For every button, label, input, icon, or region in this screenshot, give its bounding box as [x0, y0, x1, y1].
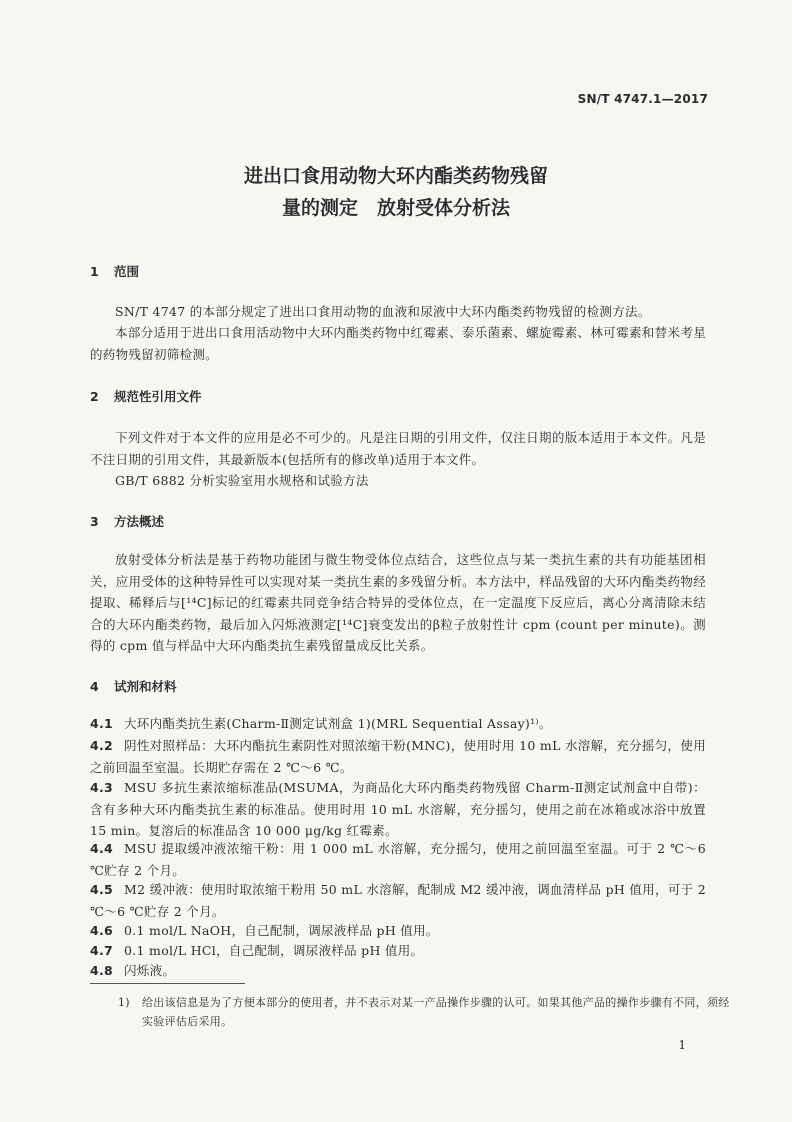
item-4-2: [90, 735, 706, 778]
item-4-8: [90, 960, 706, 982]
section-1-paragraph-1: SN/T 4747 的本部分规定了进出口食用动物的血液和尿液中大环内酯类药物残留的检测方法。: [115, 304, 651, 319]
item-number: 4.6: [90, 923, 114, 938]
item-text: MSU 多抗生素浓缩标准品(MSUMA，为商品化大环内酯类药物残留 Charm-Ⅱ测定试剂盒中自带)：含有多种大环内酯类抗生素的标准品。使用时用 10 mL 水溶解，充分摇匀，使用之前在冰箱或冰浴中放置 15 min。复溶后的标准品含 10 000 μg/kg 红霉素。: [90, 780, 706, 838]
item-text: 0.1 mol/L NaOH，自己配制，调尿液样品 pH 值用。: [124, 923, 439, 938]
item-text: M2 缓冲液：使用时取浓缩干粉用 50 mL 水溶解，配制成 M2 缓冲液，调血清样品 pH 值用，可于 2 ℃～6 ℃贮存 2 个月。: [90, 882, 706, 919]
item-number: 4.8: [90, 963, 114, 978]
item-4-4: [90, 838, 706, 881]
section-1-paragraph-2: 本部分适用于进出口食用活动物中大环内酯类药物中红霉素、泰乐菌素、螺旋霉素、林可霉素和替米考星的药物残留初筛检测。: [90, 325, 706, 362]
section-title: 方法概述: [114, 514, 165, 529]
item-number: 4.4: [90, 841, 114, 856]
document-title: [0, 160, 792, 224]
item-4-1: [90, 713, 706, 735]
item-4-3: [90, 777, 706, 842]
footnote: [118, 993, 730, 1031]
item-number: 4.2: [90, 738, 114, 753]
section-3-heading: [90, 512, 164, 530]
item-number: 4.5: [90, 882, 114, 897]
section-title: 试剂和材料: [114, 679, 177, 694]
section-number: 1: [90, 264, 99, 279]
item-text: 0.1 mol/L HCl，自己配制，调尿液样品 pH 值用。: [124, 943, 424, 958]
section-number: 3: [90, 514, 99, 529]
section-2-paragraph-1: 下列文件对于本文件的应用是必不可少的。凡是注日期的引用文件，仅注日期的版本适用于本文件。凡是不注日期的引用文件，其最新版本(包括所有的修改单)适用于本文件。: [90, 430, 706, 467]
section-1-heading: [90, 262, 139, 280]
item-4-5: [90, 879, 706, 922]
item-number: 4.3: [90, 780, 114, 795]
section-2-heading: [90, 387, 202, 405]
section-3-paragraph-1: 放射受体分析法是基于药物功能团与微生物受体位点结合，这些位点与某一类抗生素的共有功能基团相关，应用受体的这种特异性可以实现对某一类抗生素的多残留分析。本方法中，样品残留的大环内酯类药物经提取、稀释后与[¹⁴C]标记的红霉素共同竞争结合特异的受体位点，在一定温度下反应后，离心分离清除未结合的大环内酯类药物，最后加入闪烁液测定[¹⁴C]衰变发出的β粒子放射性计 cpm (count per minute)。测得的 cpm 值与样品中大环内酯类抗生素残留量成反比关系。: [90, 552, 706, 653]
item-number: 4.7: [90, 943, 114, 958]
item-number: 4.1: [90, 716, 114, 731]
section-title: 范围: [114, 264, 140, 279]
section-number: 2: [90, 389, 99, 404]
standard-code: SN/T 4747.1—2017: [577, 92, 708, 106]
section-4-heading: [90, 677, 177, 695]
title-line-1: 进出口食用动物大环内酯类药物残留: [243, 165, 548, 187]
footnote-text: 给出该信息是为了方便本部分的使用者，并不表示对某一产品操作步骤的认可。如果其他产品的操作步骤有不同，须经实验评估后采用。: [142, 996, 730, 1028]
page-number: 1: [678, 1038, 686, 1052]
section-title: 规范性引用文件: [114, 389, 202, 404]
footnote-divider: [90, 983, 245, 984]
item-text: 大环内酯类抗生素(Charm-Ⅱ测定试剂盒 1)(MRL Sequential Assay)¹⁾。: [124, 716, 552, 731]
section-2-reference: GB/T 6882 分析实验室用水规格和试验方法: [115, 473, 369, 488]
item-4-6: [90, 920, 706, 942]
title-line-2: 量的测定 放射受体分析法: [281, 197, 510, 219]
item-text: 阴性对照样品：大环内酯抗生素阴性对照浓缩干粉(MNC)，使用时用 10 mL 水溶解，充分摇匀，使用之前回温至室温。长期贮存需在 2 ℃～6 ℃。: [90, 738, 706, 775]
section-number: 4: [90, 679, 99, 694]
item-text: MSU 提取缓冲液浓缩干粉：用 1 000 mL 水溶解，充分摇匀，使用之前回温至室温。可于 2 ℃～6 ℃贮存 2 个月。: [90, 841, 706, 878]
footnote-mark: 1): [118, 996, 130, 1009]
item-text: 闪烁液。: [124, 963, 176, 978]
item-4-7: [90, 940, 706, 962]
